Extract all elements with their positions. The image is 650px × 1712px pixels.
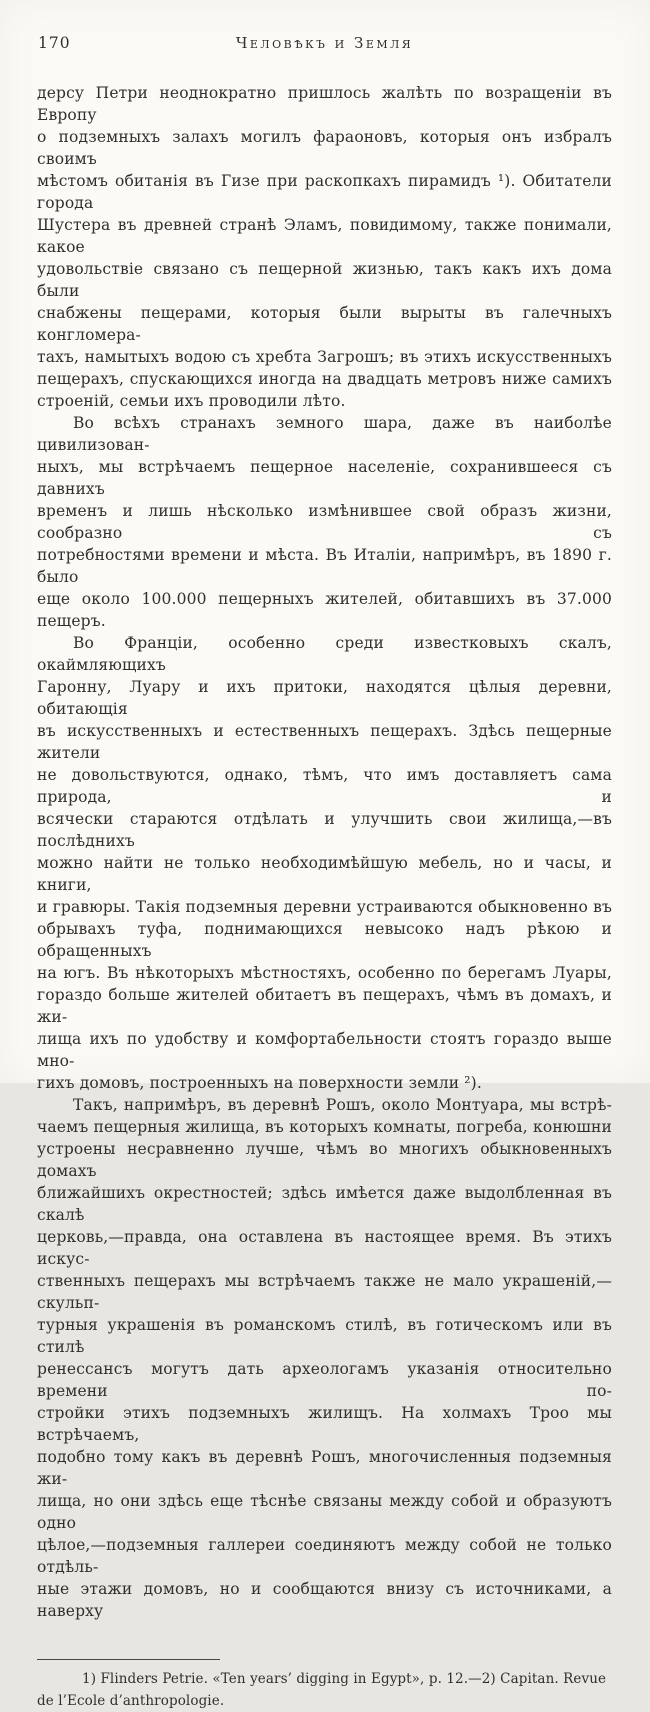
paragraph (37, 632, 612, 1094)
text-line: гораздо больше жителей обитаетъ въ пещерахъ, чѣмъ въ домахъ, и жи- (37, 984, 612, 1028)
text-line: всячески стараются отдѣлать и улучшить свои жилища,—въ послѣднихъ (37, 808, 612, 852)
text-line: церковь,—правда, она оставлена въ настоящее время. Въ этихъ искус- (37, 1226, 612, 1270)
text-line: чаемъ пещерныя жилища, въ которыхъ комнаты, погреба, конюшни (37, 1116, 612, 1138)
text-line: лища ихъ по удобству и комфортабельности стоятъ гораздо выше мно- (37, 1028, 612, 1072)
text-line: мѣстомъ обитанія въ Гизе при раскопкахъ пирамидъ ¹). Обитатели города (37, 170, 612, 214)
text-line: о подземныхъ залахъ могилъ фараоновъ, которыя онъ избралъ своимъ (37, 126, 612, 170)
text-line: дерсу Петри неоднократно пришлось жалѣть по возращеніи въ Европу (37, 82, 612, 126)
text-line: въ искусственныхъ и естественныхъ пещерахъ. Здѣсь пещерные жители (37, 720, 612, 764)
page-number: 170 (38, 34, 71, 52)
paragraph (37, 82, 612, 412)
page-header (37, 34, 612, 56)
text-line: подобно тому какъ въ деревнѣ Рошъ, многочисленныя подземныя жи- (37, 1446, 612, 1490)
text-line: удовольствіе связано съ пещерной жизнью, такъ какъ ихъ дома были (37, 258, 612, 302)
footnote-divider (37, 1659, 220, 1660)
page-body (37, 82, 612, 1622)
text-line: снабжены пещерами, которыя были вырыты въ галечныхъ конгломера- (37, 302, 612, 346)
text-line: временъ и лишь нѣсколько измѣнившее свой образъ жизни, сообразно съ (37, 500, 612, 544)
text-line: можно найти не только необходимѣйшую мебель, но и часы, и книги, (37, 852, 612, 896)
text-line: на югъ. Въ нѣкоторыхъ мѣстностяхъ, особенно по берегамъ Луары, (37, 962, 612, 984)
text-line: ближайшихъ окрестностей; здѣсь имѣется даже выдолбленная въ скалѣ (37, 1182, 612, 1226)
text-line: обрывахъ туфа, поднимающихся невысоко надъ рѣкою и обращенныхъ (37, 918, 612, 962)
text-line: ные этажи домовъ, но и сообщаются внизу съ источниками, а наверху (37, 1578, 612, 1622)
footnote (37, 1669, 612, 1712)
text-line: потребностями времени и мѣста. Въ Италіи, напримѣръ, въ 1890 г. было (37, 544, 612, 588)
text-line: гихъ домовъ, построенныхъ на поверхности земли ²). (37, 1072, 612, 1094)
text-line: строеній, семьи ихъ проводили лѣто. (37, 390, 612, 412)
text-line: Во Франціи, особенно среди известковыхъ скалъ, окаймляющихъ (37, 632, 612, 676)
text-line: стройки этихъ подземныхъ жилищъ. На холмахъ Троо мы встрѣчаемъ, (37, 1402, 612, 1446)
text-line: и гравюры. Такія подземныя деревни устраиваются обыкновенно въ (37, 896, 612, 918)
text-line: цѣлое,—подземныя галлереи соединяютъ между собой не только отдѣль- (37, 1534, 612, 1578)
footnote-line: 1) Flinders Petrie. «Ten years’ digging in Egypt», p. 12.—2) Capitan. Revue (37, 1669, 612, 1691)
text-line: пещерахъ, спускающихся иногда на двадцать метровъ ниже самихъ (37, 368, 612, 390)
text-line: лища, но они здѣсь еще тѣснѣе связаны между собой и образуютъ одно (37, 1490, 612, 1534)
text-line: не довольствуются, однако, тѣмъ, что имъ доставляетъ сама природа, и (37, 764, 612, 808)
text-line: Во всѣхъ странахъ земного шара, даже въ наиболѣе цивилизован- (37, 412, 612, 456)
text-line: еще около 100.000 пещерныхъ жителей, обитавшихъ въ 37.000 пещеръ. (37, 588, 612, 632)
text-line: ренессансъ могутъ дать археологамъ указанія относительно времени по- (37, 1358, 612, 1402)
text-line: устроены несравненно лучше, чѣмъ во многихъ обыкновенныхъ домахъ (37, 1138, 612, 1182)
text-line: ныхъ, мы встрѣчаемъ пещерное населеніе, сохранившееся съ давнихъ (37, 456, 612, 500)
running-title: Человѣкъ и Земля (37, 34, 612, 52)
footnote-line: de l’Ecole d’anthropologie. (37, 1691, 612, 1712)
text-line: Шустера въ древней странѣ Эламъ, повидимому, также понимали, какое (37, 214, 612, 258)
paragraph (37, 1094, 612, 1622)
text-line: ственныхъ пещерахъ мы встрѣчаемъ также не мало украшеній,—скульп- (37, 1270, 612, 1314)
paragraph (37, 412, 612, 632)
text-line: турныя украшенія въ романскомъ стилѣ, въ готическомъ или въ стилѣ (37, 1314, 612, 1358)
text-line: Гаронну, Луару и ихъ притоки, находятся цѣлыя деревни, обитающія (37, 676, 612, 720)
text-line: Такъ, напримѣръ, въ деревнѣ Рошъ, около Монтуара, мы встрѣ- (37, 1094, 612, 1116)
text-line: тахъ, намытыхъ водою съ хребта Загрошъ; въ этихъ искусственныхъ (37, 346, 612, 368)
